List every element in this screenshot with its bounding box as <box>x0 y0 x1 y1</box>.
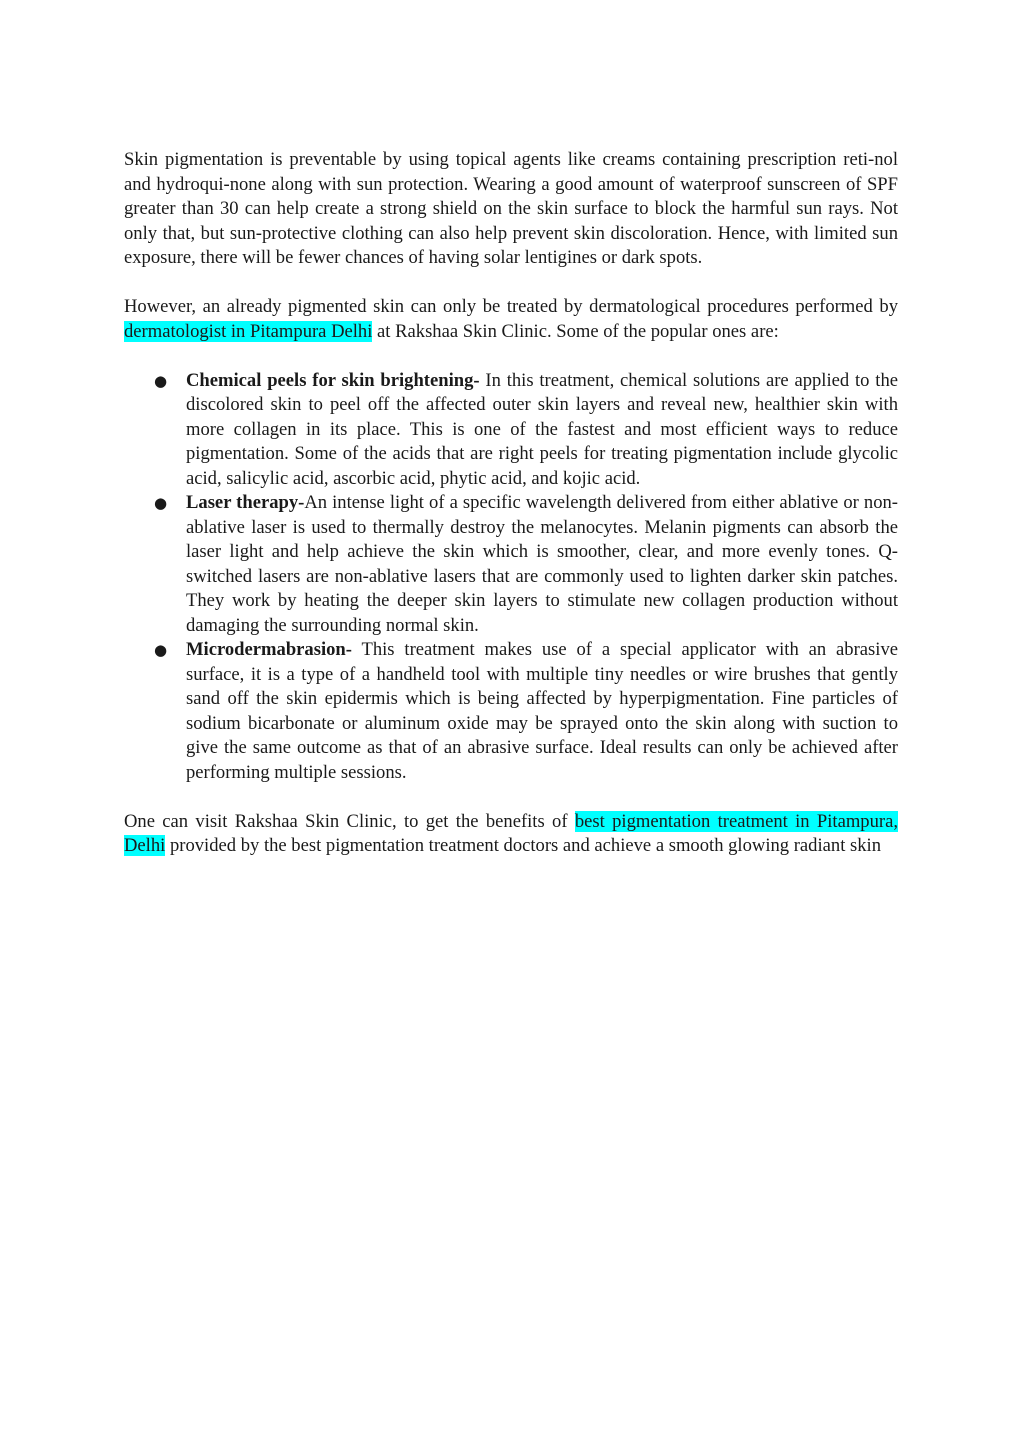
treatment-title: Laser therapy- <box>186 492 305 513</box>
bullet-icon: ● <box>154 371 168 390</box>
document-page <box>124 148 898 859</box>
paragraph-spacer <box>124 344 898 369</box>
intro-paragraph: Skin pigmentation is preventable by using topical agents like creams containing prescription reti-nol and hydroqui-none along with sun protection. Wearing a good amount of waterproof sunscreen of SPF greater than 30 can help create a strong shield on the skin surface to block the harmful sun rays. Not only that, but sun-protective clothing can also help prevent skin discoloration. Hence, with limited sun exposure, there will be fewer chances of having solar lentigines or dark spots. <box>124 149 898 268</box>
treatment-description: This treatment makes use of a special applicator with an abrasive surface, it is a type of a handheld tool with multiple tiny needles or wire brushes that gently sand off the skin epidermis which is being affected by hyperpigmentation. Fine particles of sodium bicarbonate or aluminum oxide may be sprayed onto the skin along with suction to give the same outcome as that of an abrasive surface. Ideal results can only be achieved after performing multiple sessions. <box>186 639 898 783</box>
paragraph-spacer <box>124 271 898 296</box>
bullet-icon: ● <box>154 641 168 659</box>
closing-text-after: provided by the best pigmentation treatment doctors and achieve a smooth glowing radiant skin <box>165 835 881 856</box>
pigmentation-treatment-link[interactable]: best pigmentation treatment in Pitampura, Delhi <box>124 810 898 856</box>
paragraph-spacer <box>124 785 898 810</box>
list-item-microdermabrasion <box>124 638 898 785</box>
treatment-description: An intense light of a specific wavelength delivered from either ablative or non-ablative laser is used to thermally destroy the melanocytes. Melanin pigments can absorb the laser light and help achieve the skin which is smoother, clear, and more evenly tones. Q-switched lasers are non-ablative lasers that are commonly used to lighten darker skin patches. They work by heating the deeper skin layers to stimulate new collagen production without damaging the surrounding normal skin. <box>186 492 898 636</box>
bullet-icon: ● <box>154 494 168 512</box>
list-item-laser-therapy <box>124 491 898 638</box>
closing-text-before: One can visit Rakshaa Skin Clinic, to get the benefits of <box>124 810 575 832</box>
treatment-description: In this treatment, chemical solutions are applied to the discolored skin to peel off the affected outer skin layers and reveal new, healthier skin with more collagen in its place. This is one of the fastest and most efficient ways to reduce pigmentation. Some of the acids that are right peels for treating pigmentation include glycolic acid, salicylic acid, ascorbic acid, phytic acid, and kojic acid. <box>186 369 898 489</box>
treatment-title: Microdermabrasion- <box>186 639 352 660</box>
closing-paragraph <box>124 810 898 859</box>
procedures-text-after: at Rakshaa Skin Clinic. Some of the popular ones are: <box>372 320 779 342</box>
procedures-text-before: However, an already pigmented skin can only be treated by dermatological procedures performed by <box>124 296 898 317</box>
treatment-title: Chemical peels for skin brightening- <box>186 369 480 391</box>
procedures-paragraph <box>124 295 898 344</box>
dermatologist-link[interactable]: dermatologist in Pitampura Delhi <box>124 320 373 342</box>
treatment-list <box>124 369 898 786</box>
list-item-chemical-peels <box>124 369 898 492</box>
